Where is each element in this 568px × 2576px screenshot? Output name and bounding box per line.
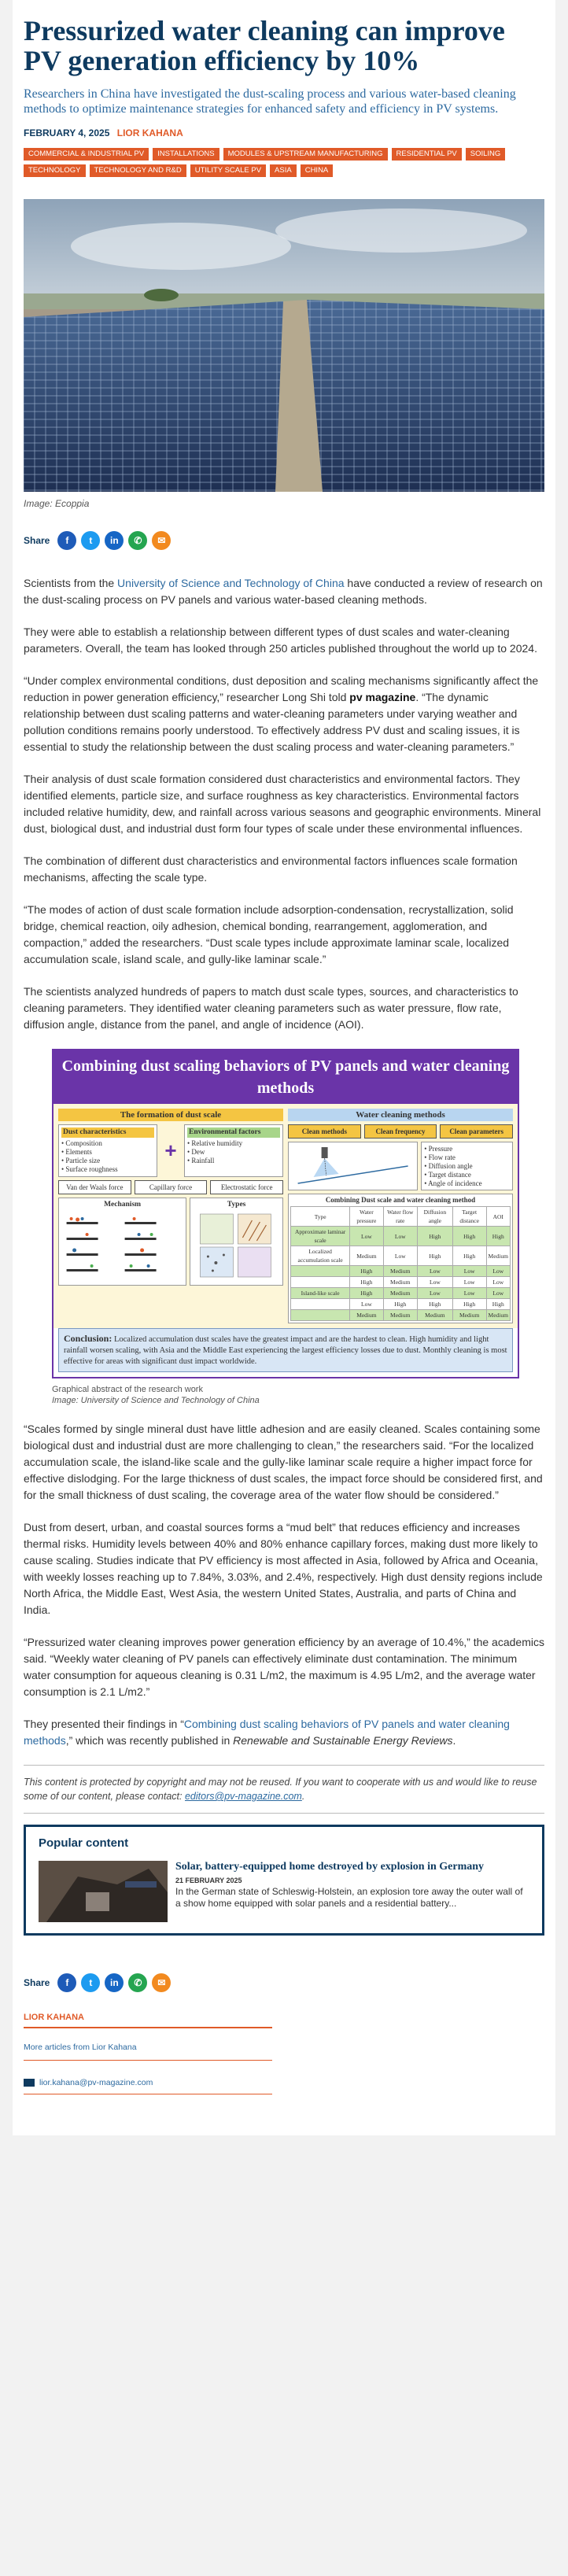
- table-cell: [291, 1299, 350, 1310]
- table-cell: High: [417, 1299, 452, 1310]
- table-header-cell: Diffusion angle: [417, 1207, 452, 1227]
- editors-email-link[interactable]: editors@pv-magazine.com: [184, 1791, 302, 1802]
- tag-link[interactable]: INSTALLATIONS: [153, 148, 219, 161]
- env-factor-item: • Relative humidity: [187, 1139, 243, 1147]
- popular-content: [24, 1825, 544, 1936]
- more-articles-link[interactable]: More articles from Lior Kahana: [24, 2043, 137, 2052]
- tag-link[interactable]: UTILITY SCALE PV: [190, 164, 266, 177]
- figure-title: Combining dust scaling behaviors of PV panels and water cleaning methods: [53, 1050, 518, 1104]
- article-page: [13, 0, 555, 2135]
- share-label: Share: [24, 535, 50, 546]
- table-cell: Low: [452, 1266, 486, 1277]
- table-cell: Low: [452, 1277, 486, 1288]
- paragraph-11: They presented their findings in “Combining dust scaling behaviors of PV panels and water cleaning methods,” which was recently published in Renewable and Sustainable Energy Reviews.: [24, 1718, 510, 1747]
- popular-title-link[interactable]: Solar, battery-equipped home destroyed by explosion in Germany: [175, 1861, 485, 1873]
- table-cell: High: [383, 1299, 417, 1310]
- clean-param-item: • Target distance: [424, 1171, 471, 1179]
- combination-table: [290, 1206, 511, 1321]
- popular-excerpt: In the German state of Schleswig-Holstein, an explosion tore away the outer wall of a show home equipped with solar panels and a residential battery...: [175, 1886, 523, 1909]
- table-cell: Low: [383, 1246, 417, 1266]
- author-email-link[interactable]: lior.kahana@pv-magazine.com: [39, 2078, 153, 2087]
- table-cell: [291, 1266, 350, 1277]
- table-cell: Low: [383, 1227, 417, 1246]
- dust-characteristics-box: Dust characteristics • Composition • Elements • Particle size • Surface roughness: [58, 1124, 157, 1177]
- twitter-icon[interactable]: t: [81, 531, 100, 550]
- table-cell: Low: [350, 1227, 383, 1246]
- mechanism-diagram: [61, 1211, 183, 1280]
- article-date: FEBRUARY 4, 2025: [24, 127, 110, 138]
- author-email-row[interactable]: [24, 2078, 544, 2087]
- facebook-icon[interactable]: f: [57, 531, 76, 550]
- paragraph-10: “Pressurized water cleaning improves power generation efficiency by an average of 10.4%,” the academics said. “Weekly water cleaning of PV panels can effectively eliminate dust contamination. The minimum water consumption for aqueous cleaning is 0.31 L/m2, the maximum is 4.95 L/m2, and the average water consumption is 2.1 L/m2.”: [24, 1636, 544, 1698]
- table-row: [291, 1299, 511, 1310]
- tag-link[interactable]: TECHNOLOGY AND R&D: [90, 164, 186, 177]
- water-header: Water cleaning methods: [288, 1109, 513, 1121]
- tag-link[interactable]: TECHNOLOGY: [24, 164, 86, 177]
- twitter-icon[interactable]: t: [81, 1973, 100, 1992]
- dust-char-item: • Particle size: [61, 1157, 101, 1164]
- clean-param-item: • Pressure: [424, 1145, 453, 1153]
- hero-image: [24, 199, 544, 492]
- article-author-link[interactable]: LIOR KAHANA: [116, 127, 183, 138]
- table-cell: High: [486, 1227, 510, 1246]
- force-box: Electrostatic force: [210, 1180, 283, 1194]
- table-cell: [291, 1277, 350, 1288]
- force-box: Capillary force: [135, 1180, 208, 1194]
- mechanism-box: Mechanism: [58, 1198, 186, 1286]
- table-cell: High: [417, 1246, 452, 1266]
- article-lead: Researchers in China have investigated the dust-scaling process and various water-based cleaning methods to optimize maintenance strategies for enhanced safety and efficiency in PV systems.: [24, 87, 516, 116]
- tag-link[interactable]: ASIA: [270, 164, 297, 177]
- paragraph-3: “Under complex environmental conditions, dust deposition and scaling mechanisms significantly affect the reduction in power generation efficiency,” researcher Long Shi told pv magazine. “The dynamic relationship between dust scaling patterns and water-cleaning parameters under varying weather and pollution conditions remains poorly understood. To effectively address PV dust and scaling issues, it is essential to study the relationship between the dust scaling process and water-cleaning parameters.”: [24, 674, 539, 753]
- figure-credit: Image: University of Science and Technology of China: [52, 1396, 260, 1405]
- table-cell: Medium: [417, 1310, 452, 1321]
- water-cleaning-panel: [288, 1109, 513, 1323]
- whatsapp-icon[interactable]: ✆: [128, 531, 147, 550]
- linkedin-icon[interactable]: in: [105, 1973, 124, 1992]
- table-row: [291, 1277, 511, 1288]
- share-bar-top: [24, 531, 544, 550]
- table-cell: High: [350, 1266, 383, 1277]
- table-cell: Medium: [486, 1246, 510, 1266]
- share-label: Share: [24, 1977, 50, 1988]
- linkedin-icon[interactable]: in: [105, 531, 124, 550]
- env-factor-item: • Dew: [187, 1148, 205, 1156]
- table-cell: Approximate laminar scale: [291, 1227, 350, 1246]
- table-cell: Medium: [383, 1310, 417, 1321]
- water-tabs: [288, 1124, 513, 1139]
- popular-item[interactable]: [39, 1861, 529, 1922]
- table-cell: Low: [417, 1266, 452, 1277]
- table-cell: Low: [417, 1288, 452, 1299]
- table-cell: Medium: [452, 1310, 486, 1321]
- tag-link[interactable]: MODULES & UPSTREAM MANUFACTURING: [223, 148, 388, 161]
- divider: [24, 2060, 272, 2061]
- byline: [24, 127, 544, 138]
- formation-panel: [58, 1109, 283, 1323]
- paragraph-7: The scientists analyzed hundreds of papers to match dust scale types, sources, and characteristics to cleaning parameters. They identified water cleaning parameters such as water pressure, flow rate, diffusion angle, distance from the panel, and angle of incidence (AOI).: [24, 985, 518, 1031]
- table-cell: Medium: [383, 1266, 417, 1277]
- tag-link[interactable]: SOILING: [466, 148, 506, 161]
- force-box: Van der Waals force: [58, 1180, 131, 1194]
- paragraph-1: Scientists from the University of Science and Technology of China have conducted a review of research on the dust-scaling process on PV panels and various water-based cleaning methods.: [24, 577, 543, 606]
- table-cell: High: [417, 1227, 452, 1246]
- paragraph-5: The combination of different dust characteristics and environmental factors influences scale formation mechanisms, affecting the scale type.: [24, 854, 518, 884]
- table-header-cell: Type: [291, 1207, 350, 1227]
- table-cell: High: [350, 1288, 383, 1299]
- author-box: [24, 2013, 544, 2094]
- formation-header: The formation of dust scale: [58, 1109, 283, 1121]
- table-cell: Localized accumulation scale: [291, 1246, 350, 1266]
- author-name: LIOR KAHANA: [24, 2013, 84, 2022]
- table-cell: Low: [486, 1288, 510, 1299]
- paper-link[interactable]: Combining dust scaling behaviors of PV panels and water cleaning methods: [24, 1718, 510, 1747]
- tag-link[interactable]: COMMERCIAL & INDUSTRIAL PV: [24, 148, 149, 161]
- plus-icon: +: [164, 1139, 177, 1162]
- table-row: [291, 1288, 511, 1299]
- table-row: [291, 1310, 511, 1321]
- table-cell: Medium: [383, 1288, 417, 1299]
- nozzle-diagram: [289, 1142, 417, 1190]
- forces-row: [58, 1180, 283, 1194]
- email-icon[interactable]: ✉: [152, 1973, 171, 1992]
- table-cell: High: [452, 1299, 486, 1310]
- paragraph-9: Dust from desert, urban, and coastal sources forms a “mud belt” that reduces efficiency and increases thermal risks. Humidity levels between 40% and 80% enhance capillary forces, making dust more likely to cause scaling. Studies indicate that PV efficiency is most affected in Asia, followed by Africa and Oceania, with weekly losses reaching up to 7.84%, 3.03%, and 2.4%, respectively. High dust density regions include North Africa, the Middle East, West Asia, the western United States, Australia, and parts of China and India.: [24, 1521, 543, 1616]
- scale-types-diagram: [193, 1211, 280, 1280]
- tag-link[interactable]: CHINA: [301, 164, 334, 177]
- water-method-tab: Clean methods: [288, 1124, 361, 1139]
- table-cell: High: [452, 1227, 486, 1246]
- university-link[interactable]: University of Science and Technology of China: [117, 577, 345, 589]
- popular-heading: Popular content: [39, 1836, 129, 1850]
- table-cell: Medium: [383, 1277, 417, 1288]
- table-row: [291, 1266, 511, 1277]
- table-row: [291, 1246, 511, 1266]
- divider: [24, 2027, 272, 2028]
- nozzle-diagram-box: [288, 1142, 418, 1190]
- table-cell: [291, 1310, 350, 1321]
- table-cell: Island-like scale: [291, 1288, 350, 1299]
- conclusion-box: Conclusion: Localized accumulation dust scales have the greatest impact and are the hardest to clean. High humidity and light rainfall worsen scaling, with Asia and the Middle East experiencing the largest efficiency losses due to dust. Monthly cleaning is most effective for areas with significant dust impact worldwide.: [58, 1328, 513, 1372]
- table-header-cell: Target distance: [452, 1207, 486, 1227]
- figure-caption: Graphical abstract of the research work: [52, 1385, 203, 1394]
- table-header-cell: AOI: [486, 1207, 510, 1227]
- environmental-factors-box: Environmental factors • Relative humidity • Dew • Rainfall: [184, 1124, 283, 1177]
- facebook-icon[interactable]: f: [57, 1973, 76, 1992]
- clean-params-box: [421, 1142, 513, 1190]
- table-cell: Medium: [350, 1246, 383, 1266]
- dust-char-item: • Elements: [61, 1148, 92, 1156]
- clean-param-item: • Diffusion angle: [424, 1162, 473, 1170]
- clean-param-item: • Flow rate: [424, 1153, 456, 1161]
- copyright-notice: This content is protected by copyright and may not be reused. If you want to cooperate with us and would like to reuse some of our content, please contact: editors@pv-magazine.com.: [24, 1765, 544, 1814]
- email-icon[interactable]: ✉: [152, 531, 171, 550]
- paragraph-2: They were able to establish a relationship between different types of dust scales and water-cleaning parameters. Overall, the team has looked through 250 articles published throughout the world up to 2024.: [24, 626, 537, 655]
- tag-link[interactable]: RESIDENTIAL PV: [392, 148, 462, 161]
- combination-table-box: Combining Dust scale and water cleaning method Type Water pressure Water flow rate Diffusion angle Target distance AOI Approximate laminar scale Low Low High High High Localized accumulation scale Medium Low High High Medium High Medium Low Low Low High Medium Low Low Low Island-like scale High Medium Low Low Low Low High High High High Medium Medium Medium Medium Medium: [288, 1194, 513, 1323]
- table-cell: Medium: [350, 1310, 383, 1321]
- article-title: Pressurized water cleaning can improve PV generation efficiency by 10%: [24, 15, 505, 76]
- tag-list: [24, 148, 544, 177]
- water-method-tab: Clean parameters: [440, 1124, 513, 1139]
- whatsapp-icon[interactable]: ✆: [128, 1973, 147, 1992]
- table-cell: High: [486, 1299, 510, 1310]
- table-cell: Low: [452, 1288, 486, 1299]
- env-factor-item: • Rainfall: [187, 1157, 215, 1164]
- paragraph-4: Their analysis of dust scale formation considered dust characteristics and environmental factors. They identified elements, particle size, and surface roughness as key characteristics. Environmental factors included relative humidity, dew, and rainfall across various seasons and geographic environments. Mineral dust, biological dust, and industrial dust form four types of scale under these environmental influences.: [24, 773, 541, 835]
- table-header-cell: Water pressure: [350, 1207, 383, 1227]
- table-cell: Low: [417, 1277, 452, 1288]
- table-row: [291, 1227, 511, 1246]
- envelope-icon: [24, 2079, 35, 2087]
- types-box: Types: [190, 1198, 283, 1286]
- table-header-cell: Water flow rate: [383, 1207, 417, 1227]
- paragraph-6: “The modes of action of dust scale formation include adsorption-condensation, recrystallization, solid bridge, chemical reaction, oily adhesion, chemical bonding, rearrangement, agglomeration, and compaction,” added the researchers. “Dust scale types include approximate laminar scale, localized accumulation scale, island scale, and gully-like laminar scale.”: [24, 903, 514, 965]
- popular-thumbnail[interactable]: [39, 1861, 168, 1922]
- water-method-tab: Clean frequency: [364, 1124, 437, 1139]
- dust-char-item: • Surface roughness: [61, 1165, 118, 1173]
- table-cell: Low: [486, 1277, 510, 1288]
- table-cell: Low: [350, 1299, 383, 1310]
- share-bar-bottom: [24, 1973, 544, 1992]
- popular-date: 21 FEBRUARY 2025: [175, 1877, 242, 1884]
- table-cell: High: [350, 1277, 383, 1288]
- table-cell: Low: [486, 1266, 510, 1277]
- table-cell: High: [452, 1246, 486, 1266]
- paragraph-8: “Scales formed by single mineral dust have little adhesion and are easily cleaned. Scales containing some biological dust and industrial dust are more challenging to clean,” the researchers said. “For the localized accumulation scale, the island-like scale and the gully-like laminar scale require a higher impact force for effective dislodging. For the large thickness of dust scales, the impact force should be considered first, and for the small thickness of dust scaling, the coverage area of the water flow should be considered.”: [24, 1423, 543, 1501]
- clean-param-item: • Angle of incidence: [424, 1179, 482, 1187]
- image-caption: Image: Ecoppia: [24, 498, 90, 509]
- dust-char-item: • Composition: [61, 1139, 102, 1147]
- solar-panels-photo: [24, 199, 544, 492]
- table-cell: Medium: [486, 1310, 510, 1321]
- graphical-abstract: [52, 1049, 519, 1378]
